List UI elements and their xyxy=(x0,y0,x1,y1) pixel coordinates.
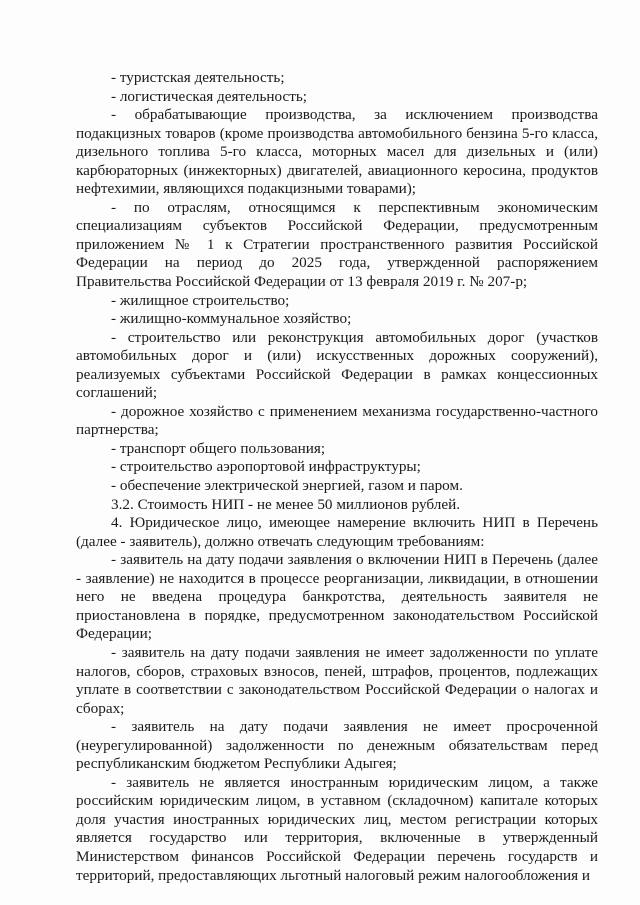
paragraph-applicant-intro: 4. Юридическое лицо, имеющее намерение включить НИП в Перечень (далее - заявитель), должно отвечать следующим требованиям: xyxy=(76,514,598,550)
document-body xyxy=(76,69,598,885)
paragraph-energy: - обеспечение электрической энергией, газом и паром. xyxy=(111,477,463,495)
paragraph-foreign-entity: - заявитель не является иностранным юридическим лицом, а также российским юридическим лицом, в уставном (складочном) капитале которых доля участия иностранных юридических лиц, местом регистрации которых является государство или территория, включенные в утвержденный Министерством финансов Российской Федерации перечень государств и территорий, предоставляющих льготный налоговый режим налогообложения и xyxy=(76,773,598,884)
paragraph-reorganization: - заявитель на дату подачи заявления о включении НИП в Перечень (далее - заявление) не находится в процессе реорганизации, ликвидации, в отношении него не введена процедура банкротства, деятельность заявителя не приостановлена в порядке, предусмотренном законодательством Российской Федерации; xyxy=(76,551,598,643)
paragraph-airport: - строительство аэропортовой инфраструктуры; xyxy=(111,458,421,476)
paragraph-roads-construction: - строительство или реконструкция автомобильных дорог (участков автомобильных дорог и (или) искусственных дорожных сооружений), реализуемых субъектами Российской Федерации в рамках концессионных соглашений; xyxy=(76,328,598,402)
paragraph-tourism: - туристская деятельность; xyxy=(111,69,285,86)
paragraph-specializations: - по отраслям, относящимся к перспективным экономическим специализациям субъектов Российской Федерации, предусмотренным приложением № 1 к Стратегии пространственного развития Российской Федерации на период до 2025 года, утвержденной распоряжением Правительства Российской Федерации от 13 февраля 2019 г. № 207-р; xyxy=(76,198,598,291)
paragraph-overdue-debt: - заявитель на дату подачи заявления не имеет просроченной (неурегулированной) задолженности по денежным обязательствам перед республиканским бюджетом Республики Адыгея; xyxy=(76,718,598,773)
paragraph-utilities: - жилищно-коммунальное хозяйство; xyxy=(111,310,352,328)
paragraph-housing: - жилищное строительство; xyxy=(111,291,290,309)
paragraph-road-ppp: - дорожное хозяйство с применением механизма государственно-частного партнерства; xyxy=(76,402,598,439)
paragraph-tax-debt: - заявитель на дату подачи заявления не имеет задолженности по уплате налогов, сборов, страховых взносов, пеней, штрафов, процентов, подлежащих уплате в соответствии с законодательством Российской Федерации о налогах и сборах; xyxy=(76,643,598,717)
paragraph-cost: 3.2. Стоимость НИП - не менее 50 миллионов рублей. xyxy=(111,495,461,513)
paragraph-logistics: - логистическая деятельность; xyxy=(111,87,308,105)
paragraph-manufacturing: - обрабатывающие производства, за исключением производства подакцизных товаров (кроме производства автомобильного бензина 5-го класса, дизельного топлива 5-го класса, моторных масел для дизельных и (или) карбюраторных (инжекторных) двигателей, авиационного керосина, продуктов нефтехимии, являющихся подакцизными товарами); xyxy=(76,106,598,198)
paragraph-public-transport: - транспорт общего пользования; xyxy=(111,439,326,457)
